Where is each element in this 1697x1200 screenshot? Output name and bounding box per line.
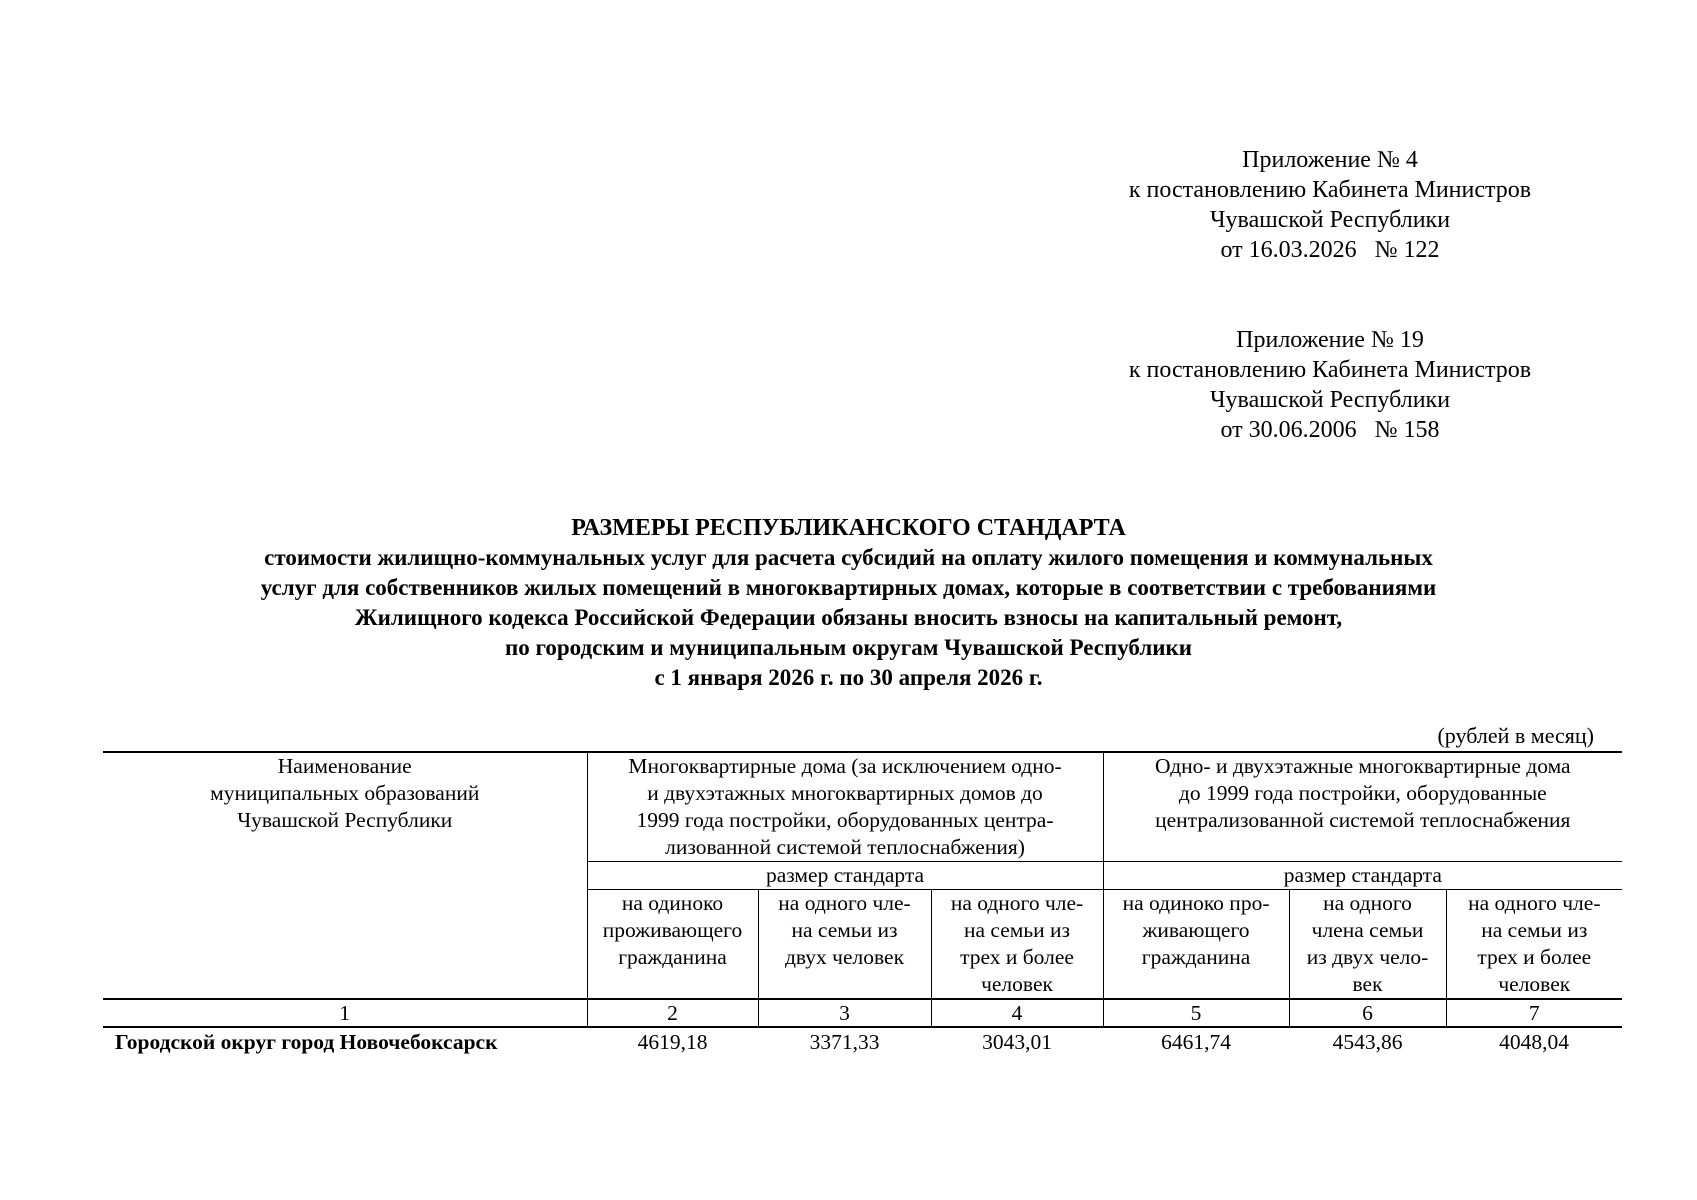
value-cell: 3043,01 <box>982 1030 1052 1054</box>
subheader-two-person-family: на одного чле- на семьи из двух человек <box>758 890 931 1000</box>
appendix-current <box>1050 145 1610 265</box>
appendix-date-number: от 30.06.2006 № 158 <box>1220 417 1440 443</box>
subheader-three-plus-family: на одного чле- на семьи из трех и более человек <box>1446 890 1622 1000</box>
size-standard-label: размер стандарта <box>587 862 1103 890</box>
column-number: 2 <box>587 999 758 1027</box>
municipality-name: Городской округ город Новочебоксарск <box>115 1030 498 1054</box>
subheader-two-person-family: на одного члена семьи из двух чело- век <box>1289 890 1446 1000</box>
value-cell: 4619,18 <box>637 1030 708 1054</box>
subheader-single-resident: на одиноко проживающего гражданина <box>587 890 758 1000</box>
appendix-to-resolution: к постановлению Кабинета Министров <box>1128 357 1532 383</box>
table-row <box>103 1027 1622 1056</box>
group-header-apartment-buildings: Многоквартирные дома (за исключением одно- и двухэтажных многоквартирных домов до 1999 года постройки, оборудованных центра- лизованной системой теплоснабжения) <box>587 752 1103 862</box>
title-line: услуг для собственников жилых помещений в многоквартирных домах, которые в соответствии с требованиями <box>260 575 1437 600</box>
subheader-three-plus-family: на одного чле- на семьи из трех и более человек <box>931 890 1103 1000</box>
appendix-republic: Чувашской Республики <box>1209 207 1451 233</box>
column-number-row <box>103 999 1622 1027</box>
title-line: по городским и муниципальным округам Чувашской Республики <box>504 635 1193 660</box>
title-period: с 1 января 2026 г. по 30 апреля 2026 г. <box>654 665 1043 690</box>
group-header-low-rise-buildings: Одно- и двухэтажные многоквартирные дома до 1999 года постройки, оборудованные централизованной системой теплоснабжения <box>1103 752 1622 862</box>
column-number: 5 <box>1103 999 1289 1027</box>
subheader-single-resident: на одиноко про- живающего гражданина <box>1103 890 1289 1000</box>
value-cell: 4048,04 <box>1499 1030 1569 1054</box>
title-main: РАЗМЕРЫ РЕСПУБЛИКАНСКОГО СТАНДАРТА <box>571 515 1126 541</box>
units-note: (рублей в месяц) <box>1437 723 1594 748</box>
title-line: стоимости жилищно-коммунальных услуг для расчета субсидий на оплату жилого помещения и коммунальных <box>264 545 1433 570</box>
appendix-republic: Чувашской Республики <box>1209 387 1451 413</box>
column-number: 1 <box>103 999 587 1027</box>
value-cell: 6461,74 <box>1161 1030 1231 1054</box>
value-cell: 3371,33 <box>809 1030 880 1054</box>
size-standard-label: размер стандарта <box>1103 862 1622 890</box>
appendix-number: Приложение № 4 <box>1242 147 1418 173</box>
appendix-date-number: от 16.03.2026 № 122 <box>1220 237 1440 263</box>
appendix-to-resolution: к постановлению Кабинета Министров <box>1128 177 1532 203</box>
column-number: 6 <box>1289 999 1446 1027</box>
column-number: 3 <box>758 999 931 1027</box>
municipality-header: Наименование муниципальных образований Чувашской Республики <box>103 752 587 999</box>
appendix-number: Приложение № 19 <box>1236 327 1424 353</box>
value-cell: 4543,86 <box>1332 1030 1403 1054</box>
standard-table <box>103 751 1622 1056</box>
title-line: Жилищного кодекса Российской Федерации обязаны вносить взносы на капитальный ремонт, <box>354 605 1343 630</box>
document-title <box>60 513 1637 693</box>
column-number: 4 <box>931 999 1103 1027</box>
column-number: 7 <box>1446 999 1622 1027</box>
appendix-original <box>1050 325 1610 445</box>
header-row <box>103 752 1622 862</box>
